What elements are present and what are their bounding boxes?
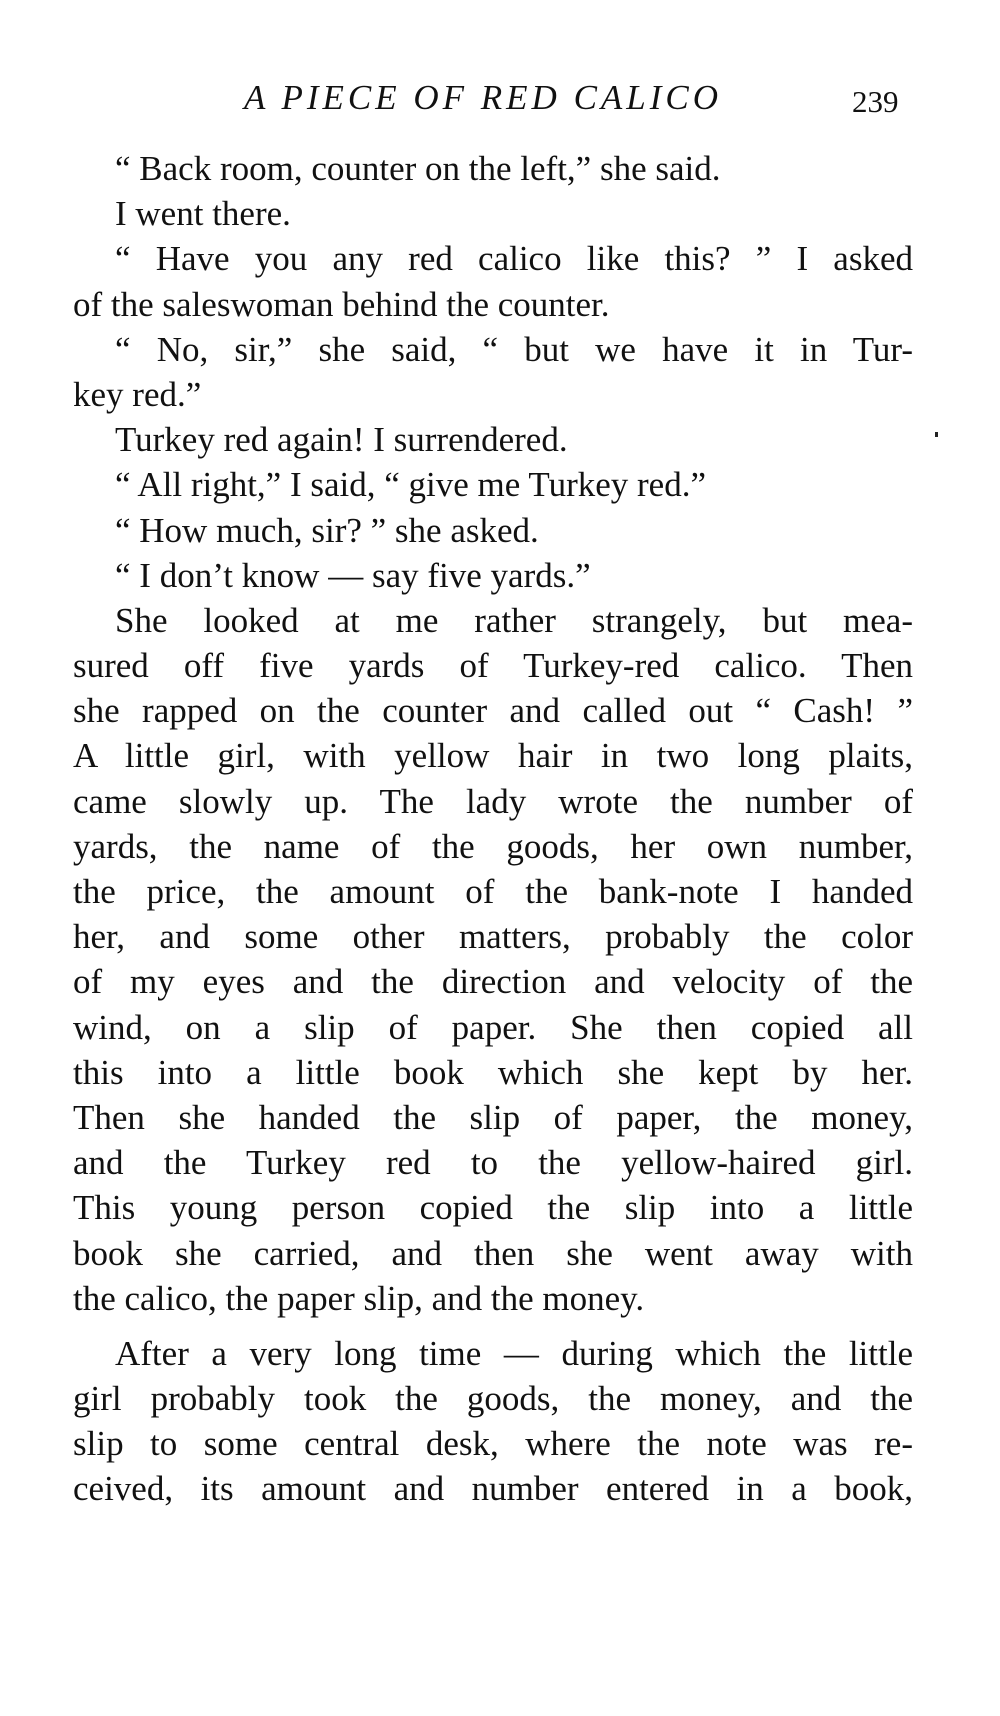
- text-line: of the saleswoman behind the counter.: [73, 284, 610, 324]
- running-title: A PIECE OF RED CALICO: [244, 78, 723, 117]
- text-line: After a very long time — during which the little: [115, 1333, 913, 1373]
- text-line: the price, the amount of the bank-note I handed: [73, 872, 913, 911]
- text-line: of my eyes and the direction and velocity of the: [73, 962, 913, 1002]
- body-text: [73, 146, 913, 1512]
- text-line: yards, the name of the goods, her own number,: [73, 826, 913, 866]
- text-line: “ I don’t know — say five yards.”: [115, 555, 591, 595]
- print-speck: [935, 432, 938, 437]
- text-line: came slowly up. The lady wrote the number of: [73, 781, 913, 821]
- page-number: 239: [852, 84, 899, 119]
- paragraph-gap: [73, 1321, 913, 1331]
- text-line: I went there.: [115, 194, 291, 234]
- text-line: slip to some central desk, where the note was re-: [73, 1424, 913, 1464]
- text-line: key red.”: [73, 374, 202, 414]
- text-line: Turkey red again! I surrendered.: [115, 420, 568, 460]
- text-line: “ All right,” I said, “ give me Turkey red.”: [115, 465, 706, 505]
- text-line: This young person copied the slip into a little: [73, 1188, 913, 1228]
- text-line: the calico, the paper slip, and the money.: [73, 1278, 645, 1318]
- text-line: “ Back room, counter on the left,” she said.: [115, 149, 721, 188]
- text-line: she rapped on the counter and called out “ Cash! ”: [73, 691, 913, 731]
- text-line: this into a little book which she kept by her.: [73, 1052, 913, 1092]
- text-line: book she carried, and then she went away with: [73, 1233, 913, 1273]
- text-line: and the Turkey red to the yellow-haired girl.: [73, 1143, 913, 1183]
- text-line: sured off five yards of Turkey-red calico. Then: [73, 646, 913, 686]
- text-line: “ No, sir,” she said, “ but we have it in Tur-: [115, 329, 913, 369]
- text-line: She looked at me rather strangely, but mea-: [115, 600, 913, 640]
- text-line: girl probably took the goods, the money, and the: [73, 1379, 913, 1419]
- text-line: “ Have you any red calico like this? ” I asked: [115, 239, 913, 279]
- text-line: “ How much, sir? ” she asked.: [115, 510, 539, 550]
- text-line: Then she handed the slip of paper, the money,: [73, 1097, 913, 1137]
- text-line: ceived, its amount and number entered in a book,: [73, 1469, 913, 1509]
- running-head: [0, 78, 1000, 128]
- text-line: wind, on a slip of paper. She then copied all: [73, 1007, 913, 1047]
- text-line: her, and some other matters, probably the color: [73, 917, 913, 957]
- text-line: A little girl, with yellow hair in two long plaits,: [73, 736, 913, 776]
